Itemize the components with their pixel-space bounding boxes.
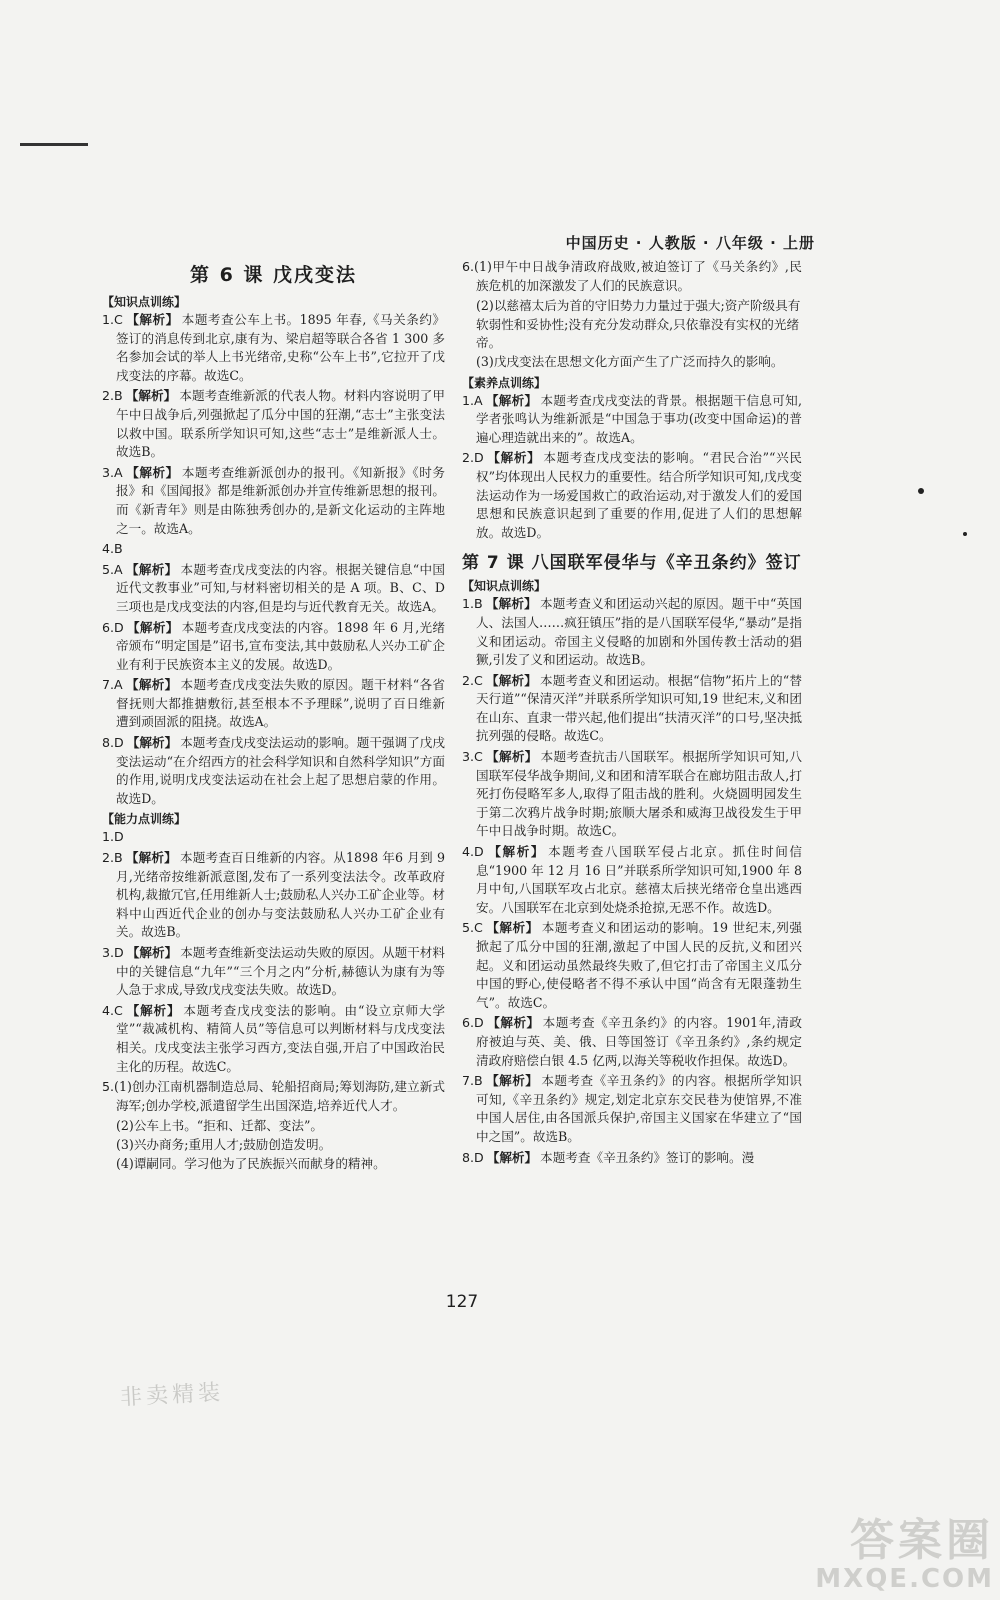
answer-text: 本题考查《辛丑条约》的内容。根据所学知识可知,《辛丑条约》规定,划定北京东交民巷为使馆界,不准中国人居住,由各国派兵保护,帝国主义国家在华建立了“国中之国”。故选B。 bbox=[476, 1073, 803, 1144]
running-header: 中国历史 · 人教版 · 八年级 · 上册 bbox=[565, 234, 815, 252]
answer-number: 3.D bbox=[102, 945, 124, 960]
answer-item bbox=[462, 1072, 802, 1146]
answer-item bbox=[462, 1149, 802, 1168]
answer-number: 5.A bbox=[102, 561, 123, 577]
analysis-tag: 【解析】 bbox=[485, 920, 539, 936]
answer-text: 本题考查戊戌变法的内容。1898 年 6 月,光绪帝颁布“明定国是”诏书,宣布变法,其中鼓励私人兴办工矿企业有利于民族资本主义的发展。故选D。 bbox=[116, 619, 446, 672]
answer-text: 本题考查戊戌变法的影响。由“设立京师大学堂”“裁减机构、精简人员”等信息可以判断材料与戊戌变法相关。戊戌变法主张学习西方,变法自强,开启了中国政治民主化的历程。故选C。 bbox=[116, 1002, 445, 1074]
answer-number: 6.D bbox=[462, 1015, 484, 1031]
faint-stamp-text: 非卖精装 bbox=[119, 1380, 225, 1411]
answer-text: 本题考查戊戌变法运动的影响。题干强调了戊戌变法运动“在介绍西方的社会科学知识和自然科学知识”方面的作用,说明戊戌变法运动在社会上起了思想启蒙的作用。故选D。 bbox=[116, 735, 446, 806]
answer-number: 6.D bbox=[102, 619, 124, 635]
analysis-tag: 【解析】 bbox=[125, 850, 177, 866]
answer-item bbox=[462, 258, 802, 295]
analysis-tag: 【解析】 bbox=[125, 312, 179, 327]
answer-text: 本题考查维新派的代表人物。材料内容说明了甲午中日战争后,列强掀起了瓜分中国的狂潮,“志士”主张变法以救中国。联系所学知识可知,这些“志士”是维新派人士。故选B。 bbox=[116, 388, 446, 460]
right-column bbox=[462, 258, 802, 1169]
analysis-tag: 【解析】 bbox=[125, 388, 177, 404]
answer-text: 本题考查义和团运动。根据“信物”拓片上的“替天行道”“保清灭洋”并联系所学知识可知,19 世纪末,义和团在山东、直隶一带兴起,他们提出“扶清灭洋”的口号,坚决抵抗列强的侵略。故选C。 bbox=[476, 672, 802, 744]
left-column bbox=[102, 258, 445, 1173]
section-heading: 【能力点训练】 bbox=[102, 812, 187, 827]
answer-text: 本题考查戊戌变法的影响。“君民合治”“兴民权”均体现出人民权力的重要性。结合所学知识可知,戊戌变法运动作为一场爱国救亡的政治运动,对于激发人们的爱国思想和民族意识起到了重要的作用,促进了人们的思想解放。故选D。 bbox=[476, 450, 802, 540]
page-number: 127 bbox=[445, 1292, 479, 1312]
answer-number: 3.A bbox=[102, 464, 123, 480]
section-heading: 【知识点训练】 bbox=[462, 579, 547, 594]
analysis-tag: 【解析】 bbox=[485, 596, 537, 612]
analysis-tag: 【解析】 bbox=[125, 464, 179, 480]
answer-text: 本题考查抗击八国联军。根据所学知识可知,八国联军侵华战争期间,义和团和清军联合在廊坊阻击敌人,打死打伤侵略军多人,取得了阻击战的胜利。火烧圆明园发生于第二次鸦片战争时期;旅顺大屠杀和威海卫战役发生于甲午中日战争时期。故选C。 bbox=[476, 749, 802, 839]
answer-text: 本题考查义和团运动兴起的原因。题干中“英国人、法国人……疯狂镇压”指的是八国联军侵华,“暴动”是指义和团运动。帝国主义侵略的加剧和外国传教士活动的猖獗,引发了义和团运动。故选B。 bbox=[476, 596, 802, 668]
analysis-tag: 【解析】 bbox=[485, 392, 538, 408]
watermark bbox=[815, 1515, 994, 1594]
watermark-cn: 答案圈 bbox=[850, 1515, 994, 1566]
top-rule bbox=[20, 143, 88, 146]
answer-text: 本题考查公车上书。1895 年春,《马关条约》签订的消息传到北京,康有为、梁启超等联合各省 1 300 多名参加会试的举人上书光绪帝,史称“公车上书”,它拉开了戊戌变法的序幕。故选C。 bbox=[116, 312, 446, 383]
answer-text: (1)甲午中日战争清政府战败,被迫签订了《马关条约》,民族危机的加深激发了人们的民族意识。 bbox=[474, 259, 802, 293]
analysis-tag: 【解析】 bbox=[486, 1015, 540, 1031]
answer-text: 本题考查义和团运动的影响。19 世纪末,列强掀起了瓜分中国的狂潮,激起了中国人民的反抗,义和团兴起。义和团运动虽然最终失败了,但它打击了帝国主义瓜分中国的野心,使侵略者不得不承认中国“尚含有无限蓬勃生气”。故选C。 bbox=[476, 920, 802, 1010]
answer-item bbox=[102, 387, 445, 461]
answer-item bbox=[102, 734, 445, 808]
analysis-tag: 【解析】 bbox=[486, 1149, 538, 1165]
answer-item bbox=[102, 619, 445, 675]
analysis-tag: 【解析】 bbox=[485, 749, 538, 765]
answer-item bbox=[102, 1078, 445, 1115]
answer-number: 7.A bbox=[102, 677, 123, 693]
analysis-tag: 【解析】 bbox=[126, 735, 178, 751]
answer-number: 3.C bbox=[462, 749, 483, 765]
answer-item bbox=[102, 540, 445, 559]
analysis-tag: 【解析】 bbox=[125, 677, 178, 693]
answer-item bbox=[102, 828, 445, 847]
answer-text: (1)创办江南机器制造总局、轮船招商局;筹划海防,建立新式海军;创办学校,派遣留学生出国深造,培养近代人才。 bbox=[114, 1079, 445, 1113]
analysis-tag: 【解析】 bbox=[125, 1002, 181, 1018]
answer-number: 6. bbox=[462, 259, 475, 274]
answer-item bbox=[462, 919, 802, 1012]
answer-text: 本题考查戊戌变法的内容。根据关键信息“中国近代文教事业”可知,与材料密切相关的是 A 项。B、C、D 三项也是戊戌变法的内容,但是均与近代教育无关。故选A。 bbox=[116, 561, 445, 614]
answer-number: 4.D bbox=[462, 844, 484, 860]
answer-item bbox=[462, 672, 802, 746]
answer-item bbox=[462, 748, 802, 841]
answer-subpart: (2)公车上书。“拒和、迁都、变法”。 bbox=[116, 1118, 324, 1134]
answer-number: 5.C bbox=[462, 920, 483, 936]
answer-item bbox=[102, 464, 445, 538]
section-heading: 【素养点训练】 bbox=[462, 375, 547, 390]
analysis-tag: 【解析】 bbox=[486, 450, 541, 466]
answer-number: 1.B bbox=[462, 596, 483, 612]
analysis-tag: 【解析】 bbox=[126, 619, 179, 635]
left-blocks bbox=[102, 293, 445, 1173]
answer-subpart: (3)戊戌变法在思想文化方面产生了广泛而持久的影响。 bbox=[476, 353, 784, 369]
answer-number: 1.D bbox=[102, 829, 124, 845]
suyang-block bbox=[462, 374, 802, 543]
answer-number: 7.B bbox=[462, 1073, 483, 1089]
analysis-tag: 【解析】 bbox=[486, 844, 546, 860]
answer-number: 2.C bbox=[462, 672, 483, 688]
answer-number: 2.B bbox=[102, 850, 123, 866]
answer-number: 8.D bbox=[102, 735, 124, 751]
analysis-tag: 【解析】 bbox=[125, 561, 178, 577]
answer-text: 本题考查戊戌变法失败的原因。题干材料“各省督抚则大都推搪敷衍,甚至根本不予理睬”,说明了百日维新遭到顽固派的阻挠。故选A。 bbox=[116, 677, 445, 730]
answer-item bbox=[462, 843, 802, 917]
answer-subpart: (3)兴办商务;重用人才;鼓励创造发明。 bbox=[116, 1136, 332, 1152]
lesson-7-title: 第 7 课 八国联军侵华与《辛丑条约》签订 bbox=[462, 553, 802, 574]
answer-text: 本题考查戊戌变法的背景。根据题干信息可知,学者张鸣认为维新派是“中国急于事功(改变中国命运)的普遍心理造就出来的”。故选A。 bbox=[476, 392, 802, 445]
answer-text: 本题考查维新派创办的报刊。《知新报》《时务报》和《国闻报》都是维新派创办并宣传维新思想的报刊。而《新青年》则是由陈独秀创办的,是新文化运动的主阵地之一。故选A。 bbox=[116, 464, 446, 536]
analysis-tag: 【解析】 bbox=[485, 1073, 539, 1089]
analysis-tag: 【解析】 bbox=[126, 945, 178, 960]
watermark-en: MXQE.COM bbox=[815, 1564, 994, 1594]
lesson-6-title: 第 6 课 戊戌变法 bbox=[189, 264, 358, 286]
answer-number: 1.C bbox=[102, 312, 123, 327]
answer-number: 2.B bbox=[102, 388, 123, 404]
answer-text: 本题考查维新变法运动失败的原因。从题干材料中的关键信息“九年”“三个月之内”分析,赫德认为康有为等人急于求成,导致戊戌变法失败。故选D。 bbox=[116, 945, 446, 998]
answer-item bbox=[462, 392, 802, 448]
answer-text: 本题考查《辛丑条约》的内容。1901年,清政府被迫与英、美、俄、日等国签订《辛丑条约》,条约规定清政府赔偿白银 4.5 亿两,以海关等税收作担保。故选D。 bbox=[476, 1015, 802, 1068]
answer-number: 4.B bbox=[102, 541, 123, 557]
answer-item bbox=[102, 849, 445, 942]
analysis-tag: 【解析】 bbox=[485, 672, 537, 688]
right-pre-items bbox=[462, 258, 802, 372]
speck-dot bbox=[918, 488, 924, 494]
answer-item bbox=[462, 449, 802, 542]
answer-number: 4.C bbox=[102, 1002, 123, 1018]
answer-item bbox=[102, 311, 445, 385]
answer-item bbox=[102, 676, 445, 732]
answer-subpart: (4)谭嗣同。学习他为了民族振兴而献身的精神。 bbox=[116, 1155, 386, 1171]
answer-number: 2.D bbox=[462, 450, 484, 466]
answer-item bbox=[102, 1002, 445, 1076]
speck-dot bbox=[963, 532, 967, 536]
answer-item bbox=[462, 1014, 802, 1070]
answer-item bbox=[462, 595, 802, 669]
answer-item bbox=[102, 561, 445, 617]
answer-subpart: (2)以慈禧太后为首的守旧势力力量过于强大;资产阶级具有软弱性和妥协性;没有充分发动群众,只依靠没有实权的光绪帝。 bbox=[476, 298, 801, 351]
answer-number: 1.A bbox=[462, 392, 483, 408]
answer-number: 8.D bbox=[462, 1149, 484, 1165]
section-heading: 【知识点训练】 bbox=[102, 295, 187, 309]
zhishi-block-7 bbox=[462, 577, 802, 1167]
answer-item bbox=[102, 944, 445, 1000]
answer-text: 本题考查百日维新的内容。从1898 年6 月到 9 月,光绪帝按维新派意图,发布了一系列变法法令。改革政府机构,裁撤冗官,任用维新人士;鼓励私人兴办工矿企业等。材料中山西近代企业的创办与变法鼓励私人兴办工矿企业有关。故选B。 bbox=[116, 850, 446, 940]
answer-text: 本题考查《辛丑条约》签订的影响。漫 bbox=[540, 1149, 755, 1165]
answer-text: 本题考查八国联军侵占北京。抓住时间信息“1900 年 12 月 16 日”并联系所学知识可知,1900 年 8 月中旬,八国联军攻占北京。慈禧太后挟光绪帝仓皇出逃西安。八国联军在北京到处烧杀抢掠,无恶不作。故选D。 bbox=[476, 844, 803, 915]
answer-number: 5. bbox=[102, 1079, 115, 1095]
